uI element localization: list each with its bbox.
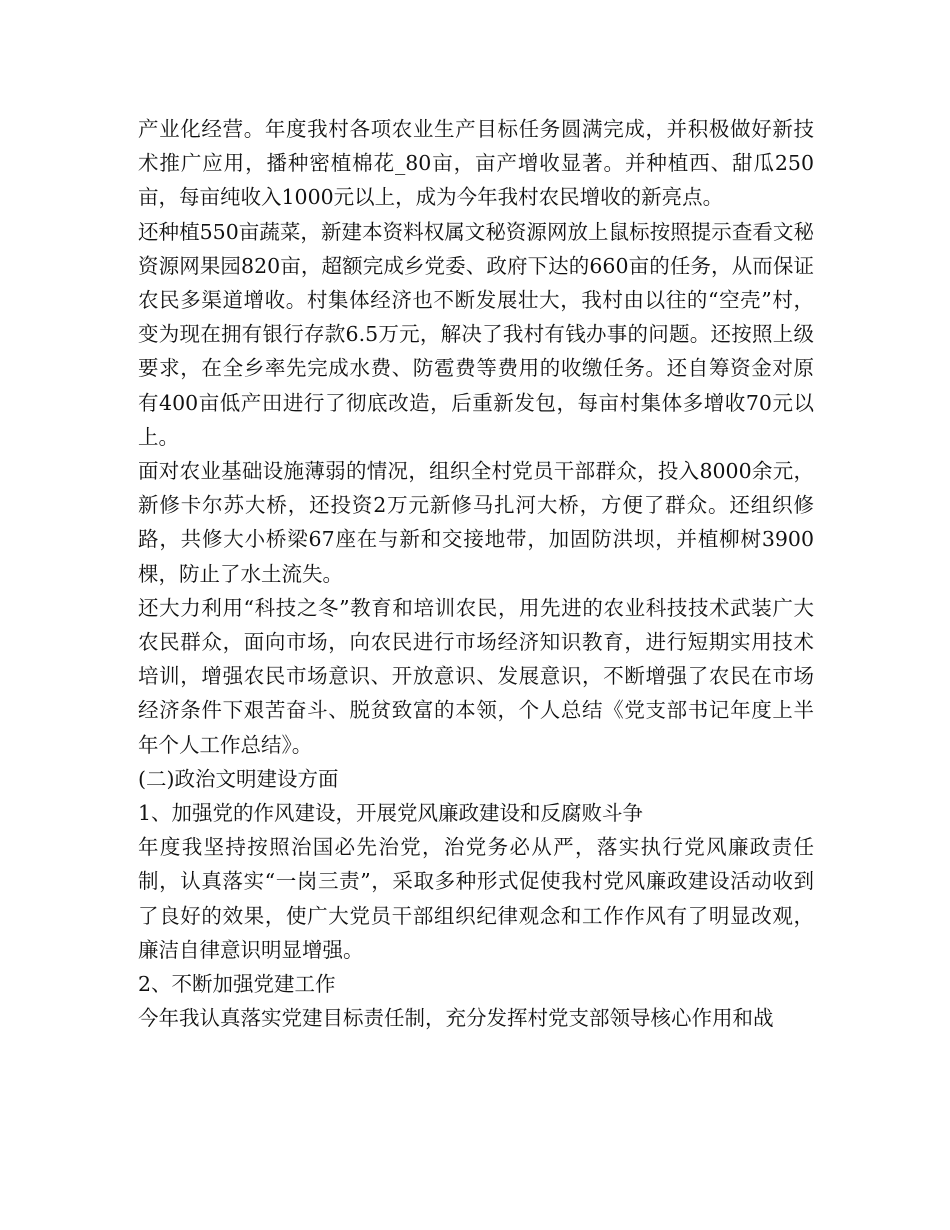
- paragraph-technology-training: 还大力利用“科技之冬”教育和培训农民，用先进的农业科技技术武装广大农民群众，面向市场，向农民进行市场经济知识教育，进行短期实用技术培训，增强农民市场意识、开放意识、发展意识，不断增强了农民在市场经济条件下艰苦奋斗、脱贫致富的本领，个人总结《党支部书记年度上半年个人工作总结》。: [138, 595, 814, 757]
- section-heading-political: (二)政治文明建设方面: [138, 766, 339, 791]
- document-body: [138, 112, 814, 1035]
- subheading-party-style: 1、加强党的作风建设，开展党风廉政建设和反腐败斗争: [138, 801, 644, 826]
- paragraph-vegetables-orchard: 还种植550亩蔬菜，新建本资料权属文秘资源网放上鼠标按照提示查看文秘资源网果园820亩，超额完成乡党委、政府下达的660亩的任务，从而保证农民多渠道增收。村集体经济也不断发展壮大，我村由以往的“空壳”村，变为现在拥有银行存款6.5万元，解决了我村有钱办事的问题。还按照上级要求，在全乡率先完成水费、防雹费等费用的收缴任务。还自筹资金对原有400亩低产田进行了彻底改造，后重新发包，每亩村集体多增收70元以上。: [138, 219, 814, 449]
- paragraph-party-style: 年度我坚持按照治国必先治党，治党务必从严，落实执行党风廉政责任制，认真落实“一岗三责”，采取多种形式促使我村党风廉政建设活动收到了良好的效果，使广大党员干部组织纪律观念和工作作风有了明显改观，廉洁自律意识明显增强。: [138, 835, 814, 962]
- paragraph-party-building: 今年我认真落实党建目标责任制，充分发挥村党支部领导核心作用和战: [138, 1006, 774, 1031]
- paragraph-agriculture-production: 产业化经营。年度我村各项农业生产目标任务圆满完成，并积极做好新技术推广应用，播种密植棉花_80亩，亩产增收显著。并种植西、甜瓜250亩，每亩纯收入1000元以上，成为今年我村农民增收的新亮点。: [138, 117, 814, 210]
- subheading-party-building: 2、不断加强党建工作: [138, 972, 336, 997]
- paragraph-infrastructure: 面对农业基础设施薄弱的情况，组织全村党员干部群众，投入8000余元，新修卡尔苏大桥，还投资2万元新修马扎河大桥，方便了群众。还组织修路，共修大小桥梁67座在与新和交接地带，加固防洪坝，并植柳树3900棵，防止了水土流失。: [138, 459, 814, 586]
